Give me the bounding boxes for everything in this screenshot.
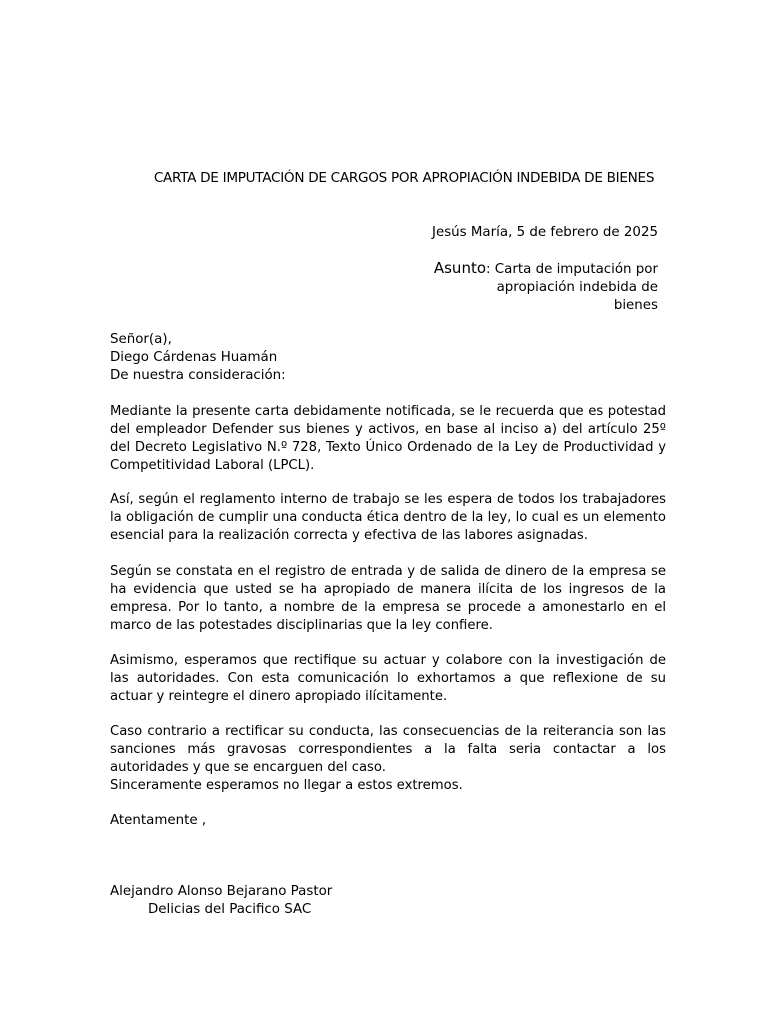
subject-line-3: bienes — [613, 298, 658, 313]
body-paragraph: Según se constata en el registro de entrada y de salida de dinero de la empresa se ha evidencia que usted se ha apropiado de manera ilícita de los ingresos de la empresa. Por lo tanto, a nombre de la empresa se procede a amonestarlo en el marco de las potestades disciplinarias que la ley confiere. — [110, 564, 666, 633]
body-paragraph: Asimismo, esperamos que rectifique su actuar y colabore con la investigación de las autoridades. Con esta comunicación lo exhortamos a que reflexione de su actuar y reintegre el dinero apropiado ilícitamente. — [110, 653, 666, 704]
letter-title: CARTA DE IMPUTACIÓN DE CARGOS POR APROPIACIÓN INDEBIDA DE BIENES — [153, 170, 655, 186]
addressee-name: Diego Cárdenas Huamán — [110, 350, 278, 365]
final-paragraph — [110, 723, 666, 795]
final-paragraph-text: Caso contrario a rectificar su conducta, las consecuencias de la reiterancia son las sanciones más gravosas correspondientes a la falta seria contactar a los autoridades y que se encarguen del caso. — [110, 724, 666, 775]
salutation: Señor(a), — [110, 332, 172, 347]
final-paragraph-last-line: Sinceramente esperamos no llegar a estos extremos. — [110, 778, 463, 793]
signer-name: Alejandro Alonso Bejarano Pastor — [110, 884, 333, 899]
letter-date: Jesús María, 5 de febrero de 2025 — [432, 225, 658, 240]
subject-line-2: apropiación indebida de — [496, 280, 658, 295]
subject-block: Asunto: Carta de imputación por apropiación indebida de bienes — [433, 259, 658, 313]
company-name: Delicias del Pacifico SAC — [148, 902, 312, 917]
body-paragraph: Así, según el reglamento interno de trabajo se les espera de todos los trabajadores la obligación de cumplir una conducta ética dentro de la ley, lo cual es un elemento esencial para la realización correcta y efectiva de las labores asignadas. — [110, 492, 666, 543]
body-paragraph: Mediante la presente carta debidamente notificada, se le recuerda que es potestad del empleador Defender sus bienes y activos, en base al inciso a) del artículo 25º del Decreto Legislativo N.º 728, Texto Único Ordenado de la Ley de Productividad y Competitividad Laboral (LPCL). — [110, 404, 666, 473]
subject-label: Asunto — [433, 259, 487, 277]
closing: Atentamente , — [110, 813, 207, 828]
greeting: De nuestra consideración: — [110, 368, 286, 383]
subject-line-1: Carta de imputación por — [494, 262, 658, 277]
addressee-block — [110, 331, 286, 385]
